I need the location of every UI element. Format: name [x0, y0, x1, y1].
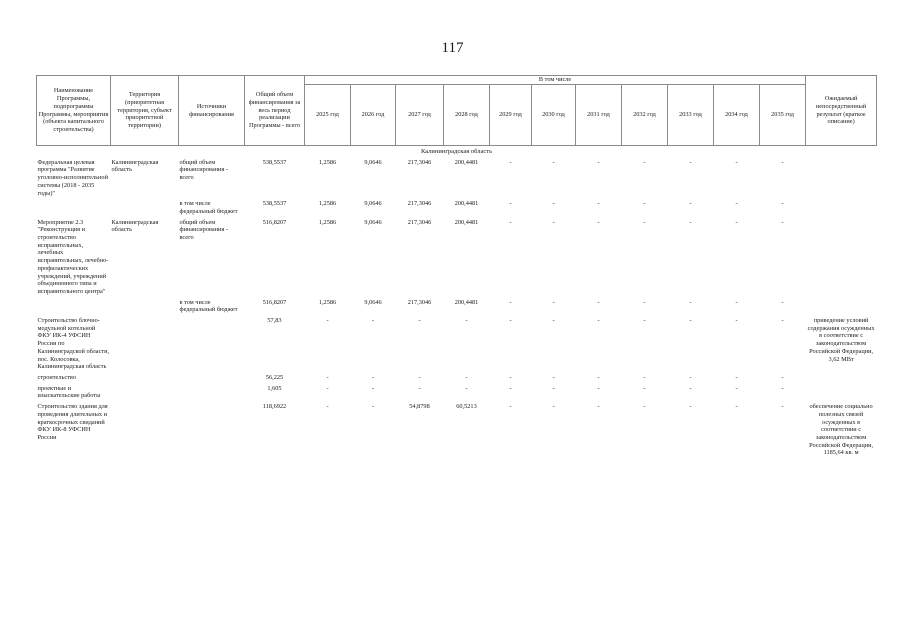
row-year-value: -: [509, 384, 512, 392]
row-result: [806, 198, 877, 216]
row-year-value: -: [552, 384, 555, 392]
header-including: В том числе: [305, 76, 806, 85]
row-year-value: 9,0646: [364, 158, 382, 166]
row-year-value: 1,2586: [318, 200, 337, 208]
table-row: [37, 157, 877, 199]
header-year: 2032 год: [622, 85, 668, 146]
row-year-value: -: [465, 317, 468, 325]
header-year: 2034 год: [714, 85, 760, 146]
row-result: [806, 297, 877, 315]
row-year-value: -: [465, 373, 468, 381]
row-result: [806, 372, 877, 383]
row-year-value: -: [552, 403, 555, 411]
row-year-value: 60,5213: [456, 403, 477, 411]
row-year-value: -: [735, 158, 738, 166]
row-total: 118,6922: [262, 403, 287, 411]
row-year-value: 217,3046: [407, 158, 432, 166]
row-source: [179, 315, 245, 372]
row-year-value: -: [418, 317, 421, 325]
row-year-value: -: [735, 317, 738, 325]
row-year-value: 200,4481: [454, 158, 479, 166]
row-year-value: -: [326, 384, 329, 392]
row-result: [806, 217, 877, 297]
row-year-value: -: [552, 218, 555, 226]
row-year-value: -: [689, 403, 692, 411]
row-year-value: -: [597, 200, 600, 208]
row-year-value: 1,2586: [318, 158, 337, 166]
table-row: [37, 383, 877, 401]
row-year-value: -: [689, 317, 692, 325]
row-total: 538,5537: [262, 158, 287, 166]
header-year: 2033 год: [668, 85, 714, 146]
row-source: общий объем финансирования - всего: [179, 158, 228, 182]
row-year-value: -: [552, 200, 555, 208]
row-year-value: -: [509, 403, 512, 411]
row-year-value: -: [735, 373, 738, 381]
row-source: [179, 383, 245, 401]
region-row: [37, 146, 877, 157]
row-year-value: -: [371, 403, 375, 411]
row-year-value: 1,2586: [318, 298, 337, 306]
table-row: [37, 315, 877, 372]
row-year-value: -: [597, 158, 600, 166]
row-result: [806, 383, 877, 401]
row-year-value: -: [643, 158, 646, 166]
row-year-value: -: [465, 384, 468, 392]
row-total: 57,83: [267, 317, 282, 325]
row-year-value: -: [643, 373, 646, 381]
row-year-value: -: [597, 403, 600, 411]
table-row: [37, 198, 877, 216]
row-year-value: -: [781, 298, 784, 306]
row-territory: [111, 383, 179, 401]
row-year-value: -: [781, 158, 784, 166]
row-year-value: -: [418, 373, 421, 381]
row-year-value: -: [597, 218, 600, 226]
row-year-value: 217,3046: [407, 218, 432, 226]
row-year-value: -: [509, 158, 512, 166]
row-year-value: -: [509, 373, 512, 381]
row-year-value: -: [643, 403, 646, 411]
row-year-value: -: [643, 384, 646, 392]
row-territory: [111, 297, 179, 315]
row-year-value: -: [326, 317, 329, 325]
row-territory: [111, 315, 179, 372]
row-year-value: -: [689, 384, 692, 392]
row-year-value: -: [509, 218, 512, 226]
row-year-value: -: [689, 218, 692, 226]
row-year-value: -: [371, 317, 375, 325]
header-year: 2026 год: [351, 85, 396, 146]
row-result: [806, 157, 877, 199]
row-year-value: -: [371, 373, 375, 381]
row-year-value: 200,4481: [454, 200, 479, 208]
row-name: [37, 198, 111, 216]
row-year-value: -: [689, 298, 692, 306]
row-year-value: -: [643, 317, 646, 325]
row-name: проектные и изыскательские работы: [37, 384, 101, 400]
row-year-value: -: [509, 298, 512, 306]
row-year-value: -: [735, 218, 738, 226]
row-year-value: -: [689, 200, 692, 208]
header-result: Ожидаемый непосредственный результат (краткое описание): [806, 76, 877, 146]
row-territory: [111, 401, 179, 458]
row-year-value: -: [781, 384, 784, 392]
row-territory: [111, 372, 179, 383]
row-year-value: -: [781, 373, 784, 381]
row-source: в том числе федеральный бюджет: [179, 298, 238, 314]
row-year-value: 217,3046: [407, 298, 432, 306]
row-year-value: -: [781, 218, 784, 226]
header-name: Наименование Программы, подпрограммы Программы, мероприятия (объекта капитального строительства): [37, 76, 111, 146]
row-year-value: -: [509, 200, 512, 208]
row-year-value: 54,8798: [409, 403, 430, 411]
row-territory: Калининградская область: [111, 158, 159, 174]
row-year-value: -: [552, 298, 555, 306]
header-year: 2025 год: [305, 85, 351, 146]
row-name: строительство: [37, 373, 76, 381]
row-total: 56,225: [265, 373, 284, 381]
row-year-value: 200,4481: [454, 298, 479, 306]
header-year: 2030 год: [532, 85, 576, 146]
row-year-value: -: [735, 384, 738, 392]
row-year-value: -: [371, 384, 375, 392]
row-total: 1,605: [267, 384, 282, 392]
table-row: [37, 297, 877, 315]
row-total: 538,5537: [262, 200, 287, 208]
row-year-value: 217,3046: [407, 200, 432, 208]
row-year-value: -: [781, 403, 784, 411]
row-source: общий объем финансирования - всего: [179, 218, 228, 242]
header-year: 2028 год: [444, 85, 490, 146]
row-result: приведение условий содержания осужденных в соответствие с законодательством Российской Федерации, 3,62 МВт: [807, 317, 875, 363]
table-row: [37, 401, 877, 458]
row-year-value: -: [735, 298, 738, 306]
row-year-value: -: [552, 373, 555, 381]
row-name: [37, 297, 111, 315]
row-total: 516,8207: [262, 298, 287, 306]
row-year-value: -: [643, 298, 646, 306]
row-result: обеспечение социально полезных связей осужденных в соответствии с законодательством Российской Федерации, 1185,64 кв. м: [809, 403, 874, 457]
row-name: Федеральная целевая программа "Развитие уголовно-исполнительной системы (2018 - 2035 годы)": [37, 158, 108, 197]
row-year-value: -: [326, 373, 329, 381]
row-year-value: -: [781, 317, 784, 325]
row-territory: [111, 198, 179, 216]
row-year-value: -: [689, 158, 692, 166]
row-year-value: -: [552, 317, 555, 325]
row-year-value: 200,4481: [454, 218, 479, 226]
row-year-value: 9,0646: [364, 218, 382, 226]
row-name: Мероприятие 2.3 "Реконструкция и строительство исправительных, лечебных исправительных, лечебно-профилактических учреждений, учреждений объединенного типа и исправительного центра": [37, 218, 109, 295]
row-source: [179, 372, 245, 383]
row-year-value: -: [597, 384, 600, 392]
row-source: в том числе федеральный бюджет: [179, 200, 238, 215]
row-year-value: -: [509, 317, 512, 325]
header-sources: Источники финансирования: [179, 76, 245, 146]
table-row: [37, 372, 877, 383]
row-year-value: -: [552, 158, 555, 166]
row-year-value: -: [781, 200, 784, 208]
header-year: 2031 год: [576, 85, 622, 146]
region-title: Калининградская область: [420, 148, 493, 155]
row-territory: Калининградская область: [111, 218, 159, 234]
row-year-value: -: [326, 403, 329, 411]
row-year-value: 1,2586: [318, 218, 337, 226]
row-year-value: 9,0646: [364, 298, 382, 306]
row-name: Строительство блочно-модульной котельной ФКУ ИК-4 УФСИН России по Калининградской области, пос. Колосовка, Калининградская область: [37, 317, 110, 371]
header-total: Общий объем финансирования за весь период реализации Программы - всего: [245, 76, 305, 146]
row-year-value: -: [643, 218, 646, 226]
row-year-value: -: [643, 200, 646, 208]
table-row: [37, 217, 877, 297]
row-year-value: -: [418, 384, 421, 392]
row-year-value: -: [597, 317, 600, 325]
header-year: 2035 год: [760, 85, 806, 146]
row-year-value: -: [689, 373, 692, 381]
row-year-value: -: [597, 373, 600, 381]
header-year: 2029 год: [490, 85, 532, 146]
header-year: 2027 год: [396, 85, 444, 146]
row-year-value: 9,0646: [364, 200, 382, 208]
row-source: [179, 401, 245, 458]
row-year-value: -: [597, 298, 600, 306]
header-territory: Территория (приоритетная территория, субъект приоритетной территории): [111, 76, 179, 146]
page-number: 117: [441, 40, 464, 56]
row-year-value: -: [735, 200, 738, 208]
row-name: Строительство здания для проведения длительных и краткосрочных свиданий ФКУ ИК-8 УФСИН России: [37, 403, 108, 441]
financing-table: [36, 75, 877, 458]
row-year-value: -: [735, 403, 738, 411]
row-total: 516,8207: [262, 218, 287, 226]
